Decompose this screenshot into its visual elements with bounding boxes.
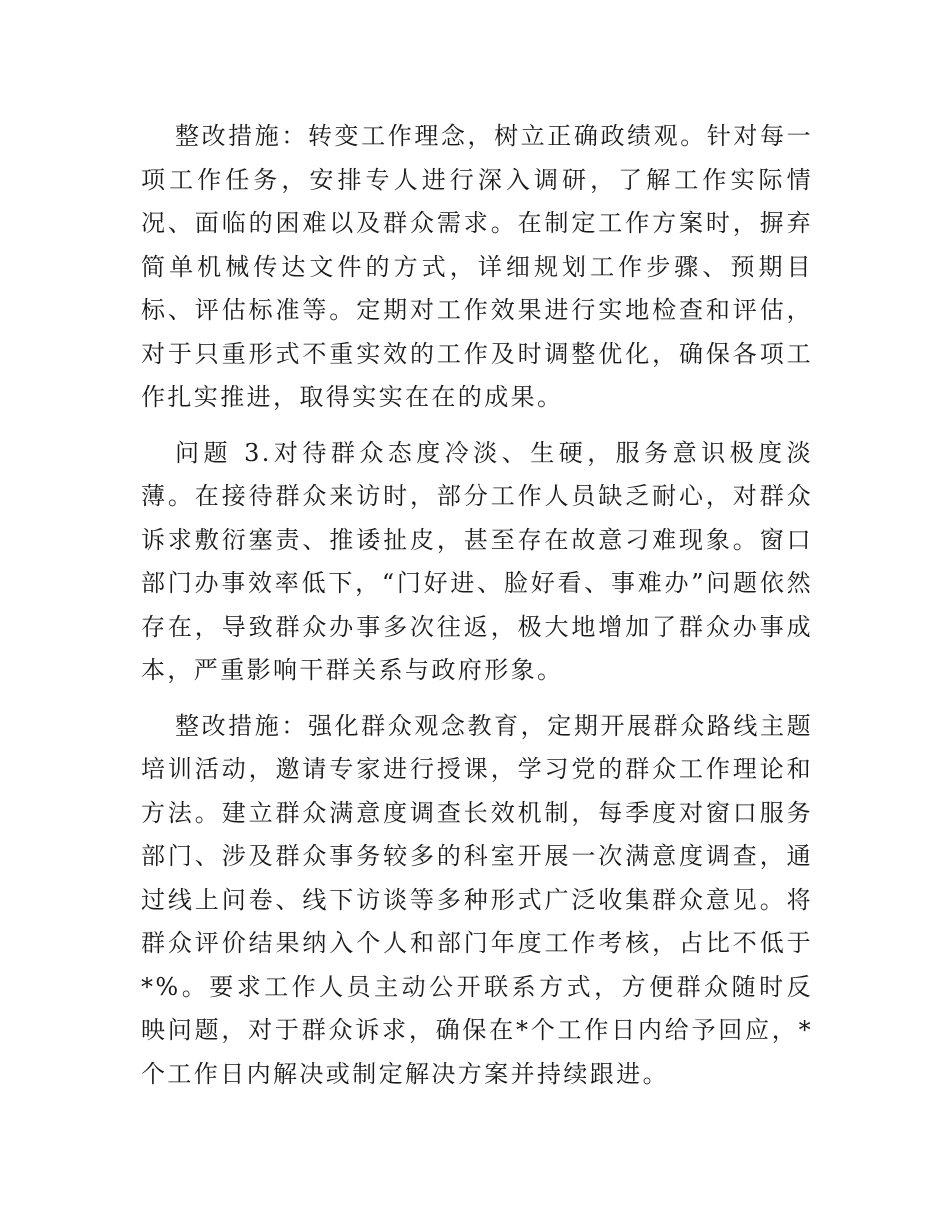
document-body (141, 115, 813, 1108)
paragraph-problem-3: 问题 3.对待群众态度冷淡、生硬，服务意识极度淡薄。在接待群众来访时，部分工作人员缺乏耐心，对群众诉求敷衍塞责、推诿扯皮，甚至存在故意刁难现象。窗口部门办事效率低下，“门好进、脸好看、事难办”问题依然存在，导致群众办事多次往返，极大地增加了群众办事成本，严重影响干群关系与政府形象。 (141, 438, 813, 684)
paragraph-measures-2: 整改措施：强化群众观念教育，定期开展群众路线主题培训活动，邀请专家进行授课，学习党的群众工作理论和方法。建立群众满意度调查长效机制，每季度对窗口服务部门、涉及群众事务较多的科室开展一次满意度调查，通过线上问卷、线下访谈等多种形式广泛收集群众意见。将群众评价结果纳入个人和部门年度工作考核，占比不低于*%。要求工作人员主动公开联系方式，方便群众随时反映问题，对于群众诉求，确保在*个工作日内给予回应，*个工作日内解决或制定解决方案并持续跟进。 (141, 711, 813, 1088)
paragraph-measures-1: 整改措施：转变工作理念，树立正确政绩观。针对每一项工作任务，安排专人进行深入调研，了解工作实际情况、面临的困难以及群众需求。在制定工作方案时，摒弃简单机械传达文件的方式，详细规划工作步骤、预期目标、评估标准等。定期对工作效果进行实地检查和评估，对于只重形式不重实效的工作及时调整优化，确保各项工作扎实推进，取得实实在在的成果。 (141, 122, 813, 411)
